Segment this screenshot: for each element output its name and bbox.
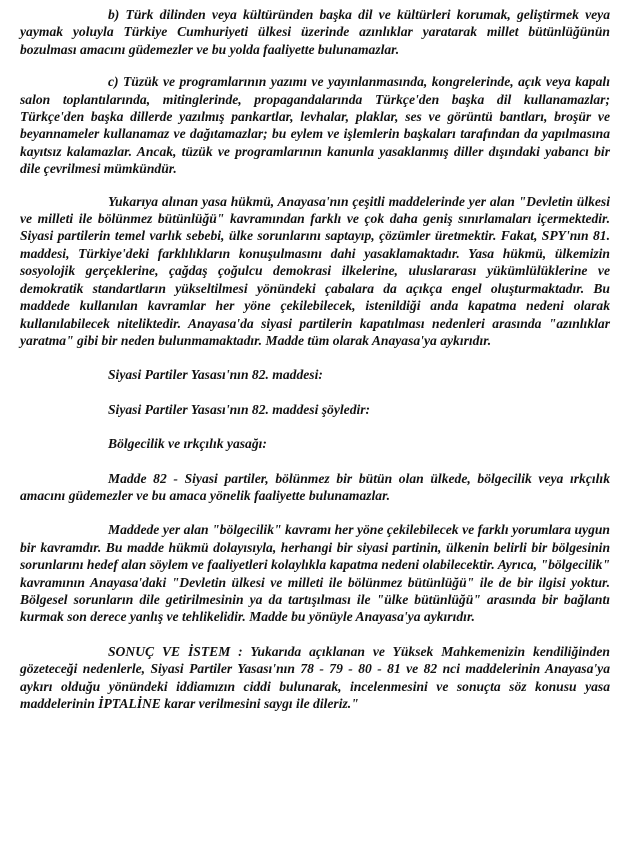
paragraph-article-81-critique: Yukarıya alınan yasa hükmü, Anayasa'nın çeşitli maddelerinde yer alan "Devletin ülkesi ve milleti ile bölünmez bütünlüğü" kavramından farklı ve çok daha geniş sınırlamaları içermektedir. Siyasi partilerin temel varlık sebebi, ülke sorunlarını saptayıp, çözümler üretmektir. Fakat, SPY'nın 81. maddesi, Türkiye'deki farklılıkların konuşulmasını dahi yasaklamaktadır. Yasa hükmü, ülkemizin sosyolojik gerçeklerine, çağdaş çoğulcu demokrasi ilkelerine, uluslararası yükümlülüklerine ve demokratik standartların yükseltilmesi yönündeki çabalara da açıkça engel oluşturmaktadır. Bu maddede kullanılan kavramlar her yöne çekilebilecek, istenildiği anda kapatma nedeni olarak kullanılabilecek niteliktedir. Anayasa'da siyasi partilerin kapatılması nedenleri arasında "azınlıklar yaratma" gibi bir neden bulunmamaktadır. Madde tüm olarak Anayasa'ya aykırıdır.	[20, 193, 610, 348]
heading-regionalism-ban: Bölgecilik ve ırkçılık yasağı:	[108, 436, 267, 452]
heading-article-82: Siyasi Partiler Yasası'nın 82. maddesi:	[108, 367, 323, 383]
paragraph-article-82-critique: Maddede yer alan "bölgecilik" kavramı her yöne çekilebilecek ve farklı yorumlara uygun bir kavramdır. Bu madde hükmü dolayısıyla, herhangi bir siyasi partinin, ülkenin belirli bir bölgesinin sorunlarını hedef alan söylem ve faaliyetleri kolaylıkla kapatma nedeni olabilecektir. Ayrıca, "bölgecilik" kavramının Anayasa'daki "Devletin ülkesi ve milleti ile bölünmez bütünlüğü" ile de bir ilgisi yoktur. Bölgesel sorunların dile getirilmesinin ya da tartışılması ile "ülke bütünlüğü" arasında bir bağlantı kurmak son derece yanlış ve tehlikelidir. Madde bu yönüyle Anayasa'ya aykırıdır.	[20, 522, 610, 625]
paragraph-c-clause: c) Tüzük ve programlarının yazımı ve yayınlanmasında, kongrelerinde, açık veya kapalı salon toplantılarında, mitinglerinde, propagandalarında Türkçe'den başka dil kullanamazlar; Türkçe'den başka dillerde yazılmış pankartlar, levhalar, plaklar, ses ve görüntü bantları, broşür ve beyannameler kullanamaz ve dağıtamazlar; bu eylem ve işlemlerin başkaları tarafından da yapılmasına kayıtsız kalamazlar. Ancak, tüzük ve programlarının kanunla yasaklanmış diller dışındaki yabancı bir dile çevrilmesi mümkündür.	[20, 74, 610, 177]
paragraph-article-82-text: Madde 82 - Siyasi partiler, bölünmez bir bütün olan ülkede, bölgecilik veya ırkçılık amacını güdemezler ve bu amaca yönelik faaliyette bulunamazlar.	[20, 470, 610, 503]
paragraph-conclusion-request: SONUÇ VE İSTEM : Yukarıda açıklanan ve Yüksek Mahkemenizin kendiliğinden gözeteceği nedenlerle, Siyasi Partiler Yasası'nın 78 - 79 - 80 - 81 ve 82 nci maddelerinin Anayasa'ya aykırı olduğu yönündeki iddiamızın ciddi bulunarak, incelenmesini ve sonuçta söz konusu yasa maddelerinin İPTALİNE karar verilmesini saygı ile dileriz."	[20, 643, 610, 711]
paragraph-b-clause: b) Türk dilinden veya kültüründen başka dil ve kültürleri korumak, geliştirmek veya yaymak yoluyla Türkiye Cumhuriyeti ülkesi üzerinde azınlıklar yaratarak millet bütünlüğünün bozulması amacını güdemezler ve bu yolda faaliyette bulunamazlar.	[20, 7, 610, 57]
heading-article-82-text-intro: Siyasi Partiler Yasası'nın 82. maddesi şöyledir:	[108, 401, 371, 417]
